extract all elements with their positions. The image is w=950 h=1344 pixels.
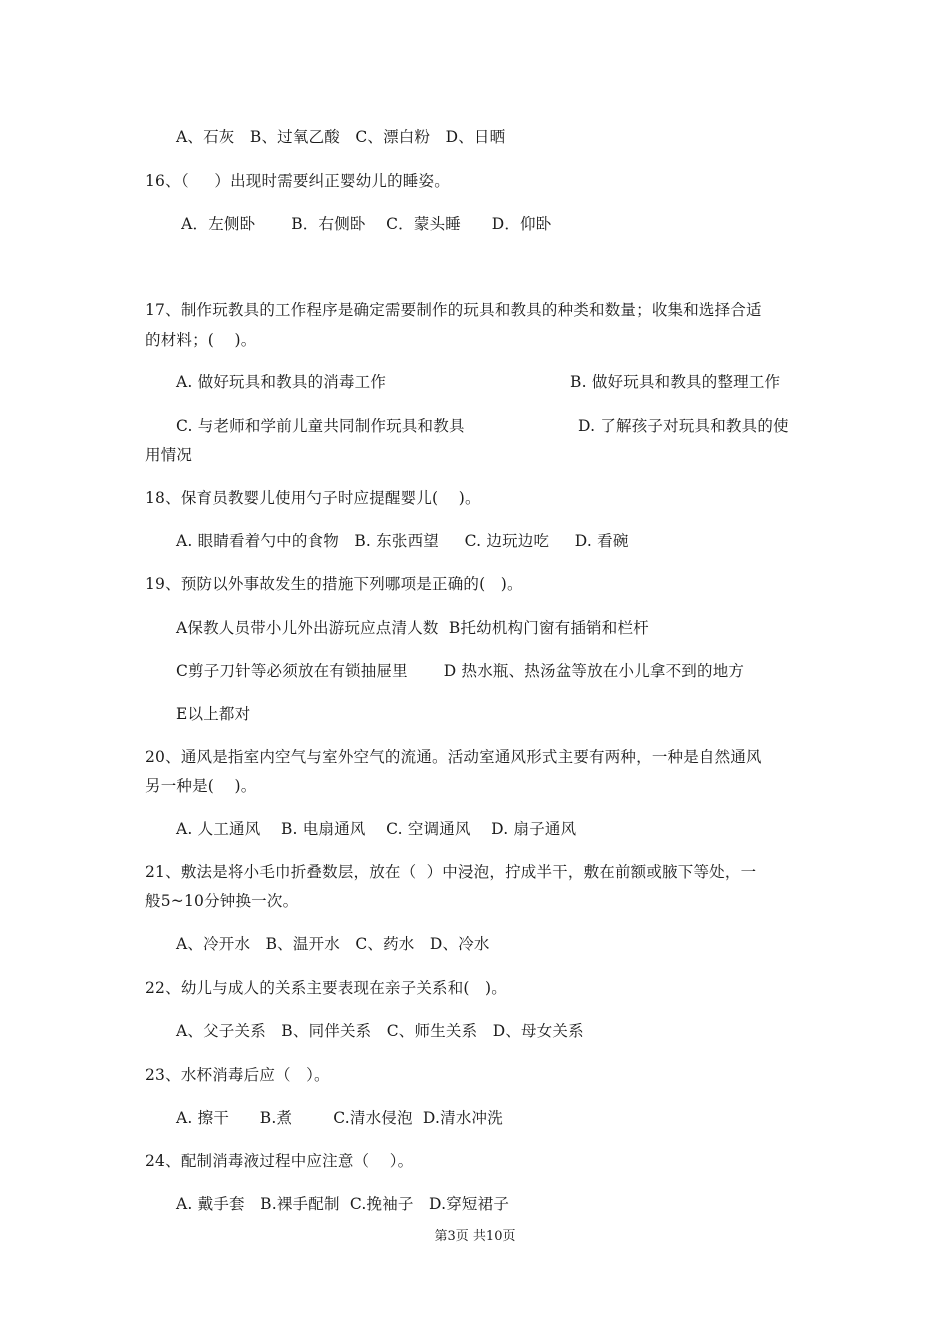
q17-stem: 17、制作玩教具的工作程序是确定需要制作的玩具和教具的种类和数量；收集和选择合适 <box>145 301 762 319</box>
q16-stem: 16、（ ）出现时需要纠正婴幼儿的睡姿。 <box>145 172 450 190</box>
q16-options: A．左侧卧 B．右侧卧 C．蒙头睡 D．仰卧 <box>176 215 552 233</box>
q20-options: A. 人工通风 B. 电扇通风 C. 空调通风 D. 扇子通风 <box>176 820 577 838</box>
q24-options: A. 戴手套 B.裸手配制 C.挽袖子 D.穿短裙子 <box>176 1195 510 1213</box>
q17-option-c: C. 与老师和学前儿童共同制作玩具和教具 <box>176 417 465 435</box>
q19-stem: 19、预防以外事故发生的措施下列哪项是正确的( )。 <box>145 575 523 593</box>
q17-option-a: A. 做好玩具和教具的消毒工作 <box>176 373 387 391</box>
q17-stem-cont: 的材料；( )。 <box>145 331 257 349</box>
q18-stem: 18、保育员教婴儿使用勺子时应提醒婴儿( )。 <box>145 489 481 507</box>
q24-stem: 24、配制消毒液过程中应注意（ ）。 <box>145 1152 414 1170</box>
q21-options: A、冷开水 B、温开水 C、药水 D、冷水 <box>176 935 490 953</box>
q23-stem: 23、水杯消毒后应（ ）。 <box>145 1066 330 1084</box>
q22-stem: 22、幼儿与成人的关系主要表现在亲子关系和( )。 <box>145 979 507 997</box>
q21-stem: 21、敷法是将小毛巾折叠数层，放在（ ）中浸泡，拧成半干，敷在前额或腋下等处，一 <box>145 863 757 881</box>
q19-option-e: E以上都对 <box>176 705 251 723</box>
q23-options: A. 擦干 B.煮 C.清水侵泡 D.清水冲洗 <box>176 1109 503 1127</box>
q22-options: A、父子关系 B、同伴关系 C、师生关系 D、母女关系 <box>176 1022 584 1040</box>
q19-options-ab: A保教人员带小儿外出游玩应点清人数 B托幼机构门窗有插销和栏杆 <box>176 619 649 637</box>
q18-options: A. 眼睛看着勺中的食物 B. 东张西望 C. 边玩边吃 D. 看碗 <box>176 532 629 550</box>
q20-stem-cont: 另一种是( )。 <box>145 777 257 795</box>
q17-option-d-cont: 用情况 <box>145 446 193 464</box>
q19-options-cd: C剪子刀针等必须放在有锁抽屉里 D 热水瓶、热汤盆等放在小儿拿不到的地方 <box>176 662 745 680</box>
q15-options: A、石灰 B、过氧乙酸 C、漂白粉 D、日晒 <box>176 128 506 146</box>
q17-option-b: B. 做好玩具和教具的整理工作 <box>570 373 781 391</box>
q17-option-d: D. 了解孩子对玩具和教具的使 <box>578 417 789 435</box>
page-footer: 第3页 共10页 <box>434 1229 516 1244</box>
q20-stem: 20、通风是指室内空气与室外空气的流通。活动室通风形式主要有两种，一种是自然通风 <box>145 748 762 766</box>
q21-stem-cont: 般5~10分钟换一次。 <box>145 892 299 910</box>
